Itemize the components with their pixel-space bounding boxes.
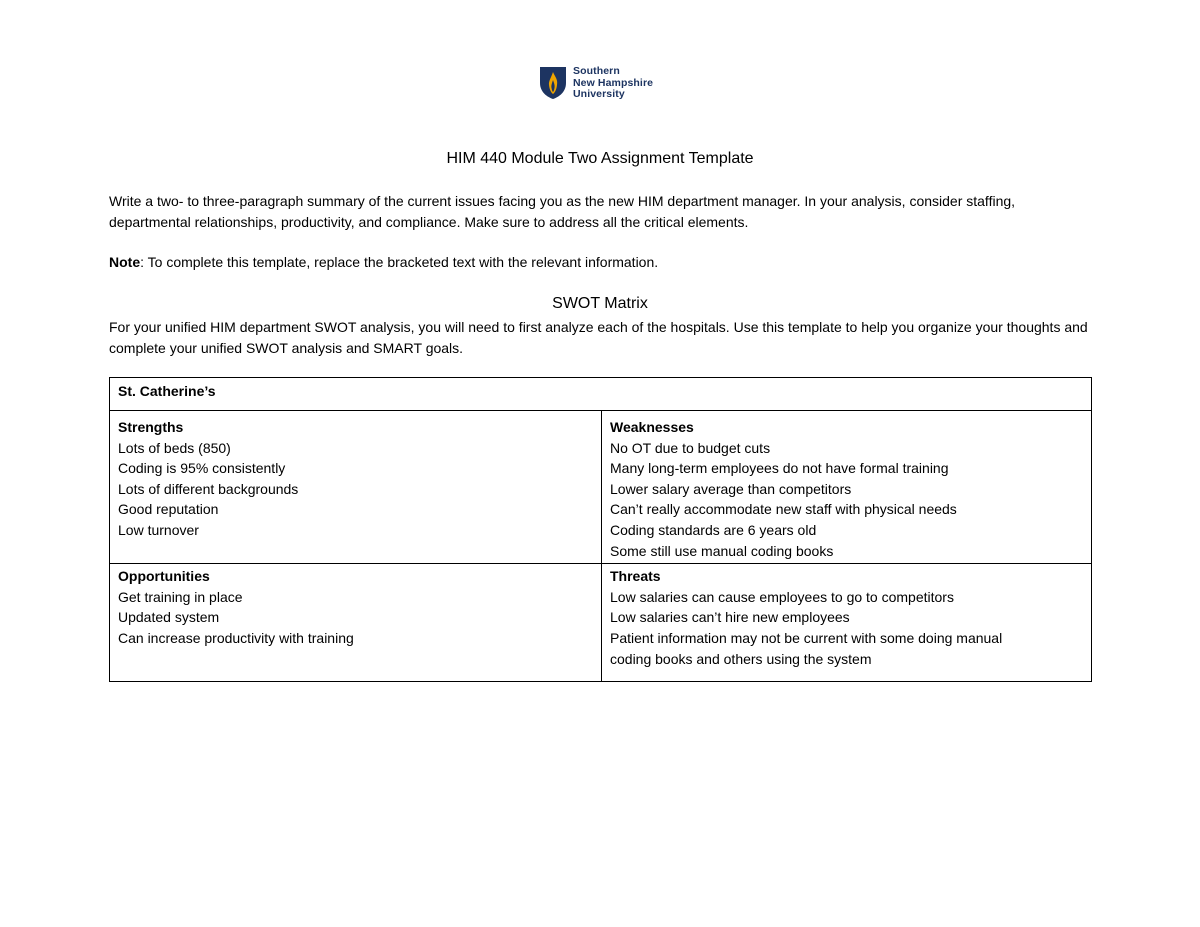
- logo-line-1: Southern: [573, 65, 620, 77]
- opportunity-item: Updated system: [118, 609, 220, 626]
- note-text: : To complete this template, replace the bracketed text with the relevant information.: [140, 254, 659, 270]
- opportunities-cell: [110, 564, 602, 682]
- strength-item: Lots of beds (850): [118, 439, 231, 456]
- weaknesses-heading: Weaknesses: [610, 419, 694, 435]
- swot-table: [109, 377, 1092, 682]
- weakness-item: Can’t really accommodate new staff with physical needs: [610, 501, 957, 518]
- weakness-item: Lower salary average than competitors: [610, 480, 852, 497]
- intro-paragraph: Write a two- to three-paragraph summary of the current issues facing you as the new HIM department manager. In your analysis, consider staffing, departmental relationships, productivity, and compliance. Make sure to address all the critical elements.: [109, 193, 1016, 230]
- threat-item: coding books and others using the system: [610, 650, 872, 667]
- strength-item: Low turnover: [118, 521, 199, 538]
- threat-item: Patient information may not be current with some doing manual: [610, 629, 1003, 646]
- shield-flame-icon: [539, 66, 567, 100]
- threats-heading: Threats: [610, 568, 661, 585]
- opportunity-item: Get training in place: [118, 588, 243, 605]
- weakness-item: No OT due to budget cuts: [610, 439, 771, 456]
- threat-item: Low salaries can’t hire new employees: [610, 609, 850, 626]
- hospital-name-cell: [110, 378, 1092, 411]
- threat-item: Low salaries can cause employees to go to competitors: [610, 588, 954, 605]
- logo-wordmark: [573, 66, 653, 101]
- opportunities-heading: Opportunities: [118, 568, 210, 585]
- strengths-cell: [110, 411, 602, 564]
- strength-item: Coding is 95% consistently: [118, 460, 286, 477]
- weakness-item: Many long-term employees do not have formal training: [610, 460, 949, 477]
- swot-intro-paragraph: For your unified HIM department SWOT analysis, you will need to first analyze each of the hospitals. Use this template to help you organize your thoughts and complete your unified SWOT analysis and SMART goals.: [109, 319, 1088, 356]
- threats-cell: [602, 564, 1092, 682]
- logo-line-2: New Hampshire: [573, 76, 654, 89]
- strength-item: Lots of different backgrounds: [118, 480, 299, 497]
- document-title: HIM 440 Module Two Assignment Template: [446, 150, 754, 167]
- strengths-heading: Strengths: [118, 419, 184, 435]
- note-label: Note: [109, 254, 141, 270]
- hospital-name: St. Catherine’s: [118, 383, 216, 399]
- weaknesses-cell: [602, 411, 1092, 564]
- strength-item: Good reputation: [118, 501, 219, 518]
- logo-line-3: University: [573, 88, 625, 100]
- opportunity-item: Can increase productivity with training: [118, 629, 354, 646]
- university-logo: [539, 66, 653, 101]
- weakness-item: Coding standards are 6 years old: [610, 521, 817, 538]
- swot-heading: SWOT Matrix: [552, 295, 648, 312]
- weakness-item: Some still use manual coding books: [610, 542, 834, 559]
- note-paragraph: [109, 252, 1099, 273]
